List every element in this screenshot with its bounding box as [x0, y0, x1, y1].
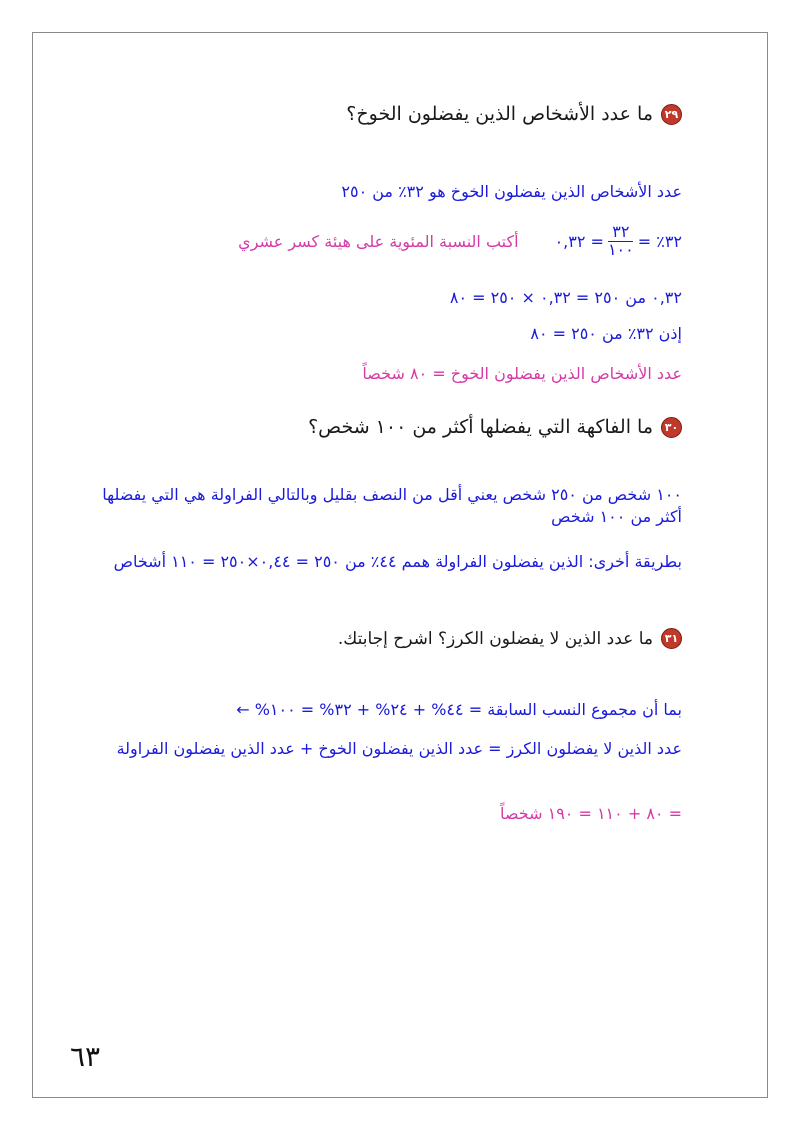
question-29	[346, 103, 682, 125]
final-answer: = ٨٠ + ١١٠ = ١٩٠ شخصاً	[500, 804, 682, 823]
question-number-badge: ٣٠	[661, 417, 682, 438]
question-30	[308, 416, 682, 438]
answer-paragraph: بطريقة أخرى: الذين يفضلون الفراولة همم ٤٤٪ من ٢٥٠ = ٠,٤٤×٢٥٠ = ١١٠ أشخاص	[113, 552, 682, 571]
question-text: ما الفاكهة التي يفضلها أكثر من ١٠٠ شخص؟	[308, 416, 653, 438]
fraction-line	[238, 224, 682, 259]
fraction-denominator: ١٠٠	[607, 239, 634, 259]
fraction-right: = ٠,٣٢	[554, 231, 604, 251]
question-number-badge: ٣١	[661, 628, 682, 649]
question-text: ما عدد الذين لا يفضلون الكرز؟ اشرح إجابتك.	[337, 628, 653, 649]
decimal-note: أكتب النسبة المئوية على هيئة كسر عشري	[238, 231, 519, 251]
question-number-badge: ٢٩	[661, 104, 682, 125]
answer-line: إذن ٣٢٪ من ٢٥٠ = ٨٠	[530, 324, 682, 343]
fraction-numerator: ٣٢	[608, 224, 633, 242]
answer-paragraph: ١٠٠ شخص من ٢٥٠ شخص يعني أقل من النصف بقليل وبالتالي الفراولة هي التي يفضلها أكثر من ١٠٠ شخص	[102, 485, 682, 526]
final-answer: عدد الأشخاص الذين يفضلون الخوخ = ٨٠ شخصاً	[362, 364, 682, 383]
answer-line: ٠,٣٢ من ٢٥٠ = ٠,٣٢ × ٢٥٠ = ٨٠	[449, 288, 682, 307]
answer-line: بما أن مجموع النسب السابقة = ٤٤% + ٢٤% + ٣٢% = ١٠٠% ←	[236, 700, 682, 719]
answer-line: عدد الأشخاص الذين يفضلون الخوخ هو ٣٢٪ من ٢٥٠	[341, 182, 682, 201]
question-31	[338, 628, 682, 649]
page-number: ٦٣	[70, 1040, 101, 1073]
fraction-left: ٣٢٪ =	[637, 231, 682, 251]
answer-paragraph: عدد الذين لا يفضلون الكرز = عدد الذين يفضلون الخوخ + عدد الذين يفضلون الفراولة	[116, 739, 682, 758]
fraction	[608, 224, 634, 259]
question-text: ما عدد الأشخاص الذين يفضلون الخوخ؟	[346, 103, 653, 125]
